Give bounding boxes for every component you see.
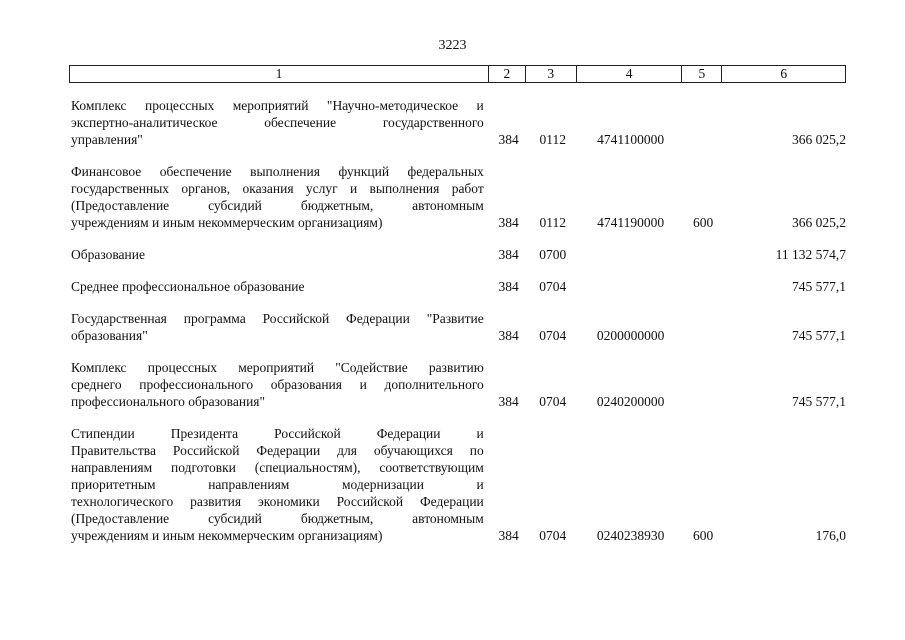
col-2-value: 384 [498, 528, 519, 543]
description-line: Государственная программа Российской Федерации "Развитие [71, 311, 484, 326]
row-description [71, 425, 488, 544]
description-line: Среднее профессиональное образование [71, 279, 305, 294]
description-line: (Предоставление субсидий бюджетным, автономным [71, 198, 484, 213]
col-4-value: 0200000000 [596, 328, 665, 343]
description-line: Стипендии Президента Российской Федерации и [71, 426, 484, 441]
row-description [71, 246, 488, 263]
col-4-value: 4741100000 [597, 132, 665, 147]
description-line: Образование [71, 247, 145, 262]
col-5-value: 600 [692, 215, 714, 230]
col-2-value: 384 [498, 132, 519, 147]
table-row [71, 163, 846, 231]
description-line: приоритетным направлениям модернизации и [71, 477, 484, 492]
description-line: государственных органов, оказания услуг и выполнения работ [71, 181, 484, 196]
col-6-value: 366 025,2 [792, 132, 846, 147]
description-line: учреждениям и иным некоммерческим организациям) [71, 528, 383, 543]
table-row [71, 310, 846, 344]
col-5-value: 600 [692, 528, 714, 543]
col-2-value: 384 [498, 215, 519, 230]
col-6-value: 745 577,1 [792, 279, 846, 294]
col-2-value: 384 [498, 394, 519, 409]
col-4-value: 0240238930 [596, 528, 665, 543]
col-6-value: 366 025,2 [792, 215, 846, 230]
header-col-3: 3 [526, 66, 577, 82]
col-6-value: 745 577,1 [792, 394, 846, 409]
header-col-6: 6 [780, 66, 788, 81]
col-3-value: 0704 [539, 394, 567, 409]
table-row [71, 246, 846, 263]
description-line: экспертно-аналитическое обеспечение государственного [71, 115, 484, 130]
description-line: профессионального образования" [71, 394, 266, 409]
description-line: Комплекс процессных мероприятий "Научно-методическое и [71, 98, 484, 113]
col-3-value: 0700 [539, 247, 567, 262]
table-row [71, 97, 846, 148]
header-col-2: 2 [489, 66, 526, 82]
col-2-value: 384 [498, 247, 519, 262]
row-description [71, 278, 488, 295]
col-6-value: 745 577,1 [792, 328, 846, 343]
col-3-value: 0704 [539, 279, 567, 294]
table-row [71, 425, 846, 544]
col-4-value: 4741190000 [597, 215, 665, 230]
page-number: 3223 [438, 38, 467, 53]
col-2-value: 384 [498, 279, 519, 294]
description-line: управления" [71, 132, 143, 147]
description-line: Правительства Российской Федерации для обучающихся по [71, 443, 484, 458]
col-2-value: 384 [498, 328, 519, 343]
row-description [71, 97, 488, 148]
description-line: Финансовое обеспечение выполнения функций федеральных [71, 164, 484, 179]
description-line: учреждениям и иным некоммерческим организациям) [71, 215, 383, 230]
table-row [71, 278, 846, 295]
header-col-4: 4 [577, 66, 683, 82]
row-description [71, 310, 488, 344]
header-col-5: 5 [682, 66, 722, 82]
description-line: (Предоставление субсидий бюджетным, автономным [71, 511, 484, 526]
col-3-value: 0704 [539, 328, 567, 343]
description-line: среднего профессионального образования и дополнительного [71, 377, 484, 392]
col-3-value: 0112 [539, 215, 567, 230]
header-col-1: 1 [70, 66, 489, 82]
table-body [71, 97, 846, 559]
col-4-value: 0240200000 [596, 394, 665, 409]
col-6-value: 176,0 [815, 528, 846, 543]
table-row [71, 359, 846, 410]
description-line: технологического развития экономики Российской Федерации [71, 494, 484, 509]
table-header [69, 65, 846, 83]
description-line: направлениям подготовки (специальностям), соответствующим [71, 460, 484, 475]
description-line: образования" [71, 328, 148, 343]
row-description [71, 359, 488, 410]
col-3-value: 0112 [539, 132, 567, 147]
description-line: Комплекс процессных мероприятий "Содействие развитию [71, 360, 484, 375]
col-6-value: 11 132 574,7 [775, 247, 846, 262]
col-3-value: 0704 [539, 528, 567, 543]
row-description [71, 163, 488, 231]
